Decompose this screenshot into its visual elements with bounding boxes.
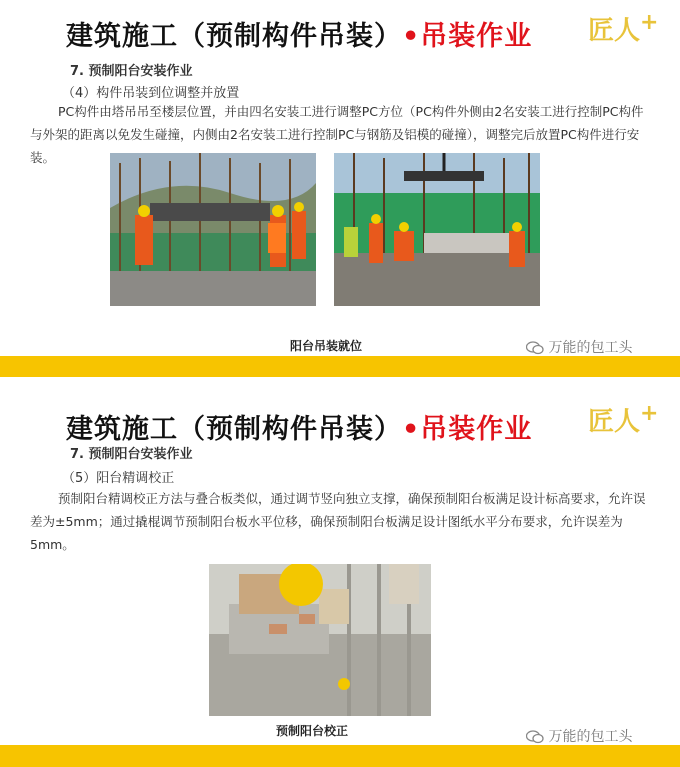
photo-balcony-adjustment: [209, 564, 431, 716]
watermark-text: 万能的包工头: [548, 729, 633, 745]
footer-bar: [0, 745, 680, 767]
body-paragraph: 预制阳台精调校正方法与叠合板类似，通过调节竖向独立支撑，确保预制阳台板满足设计标高要求，允许误差为±5mm；通过撬棍调节预制阳台板水平位移，确保预制阳台板满足设计图纸水平分布要求，允许误差为5mm。: [30, 491, 646, 552]
title-accent: •吊装作业: [402, 414, 533, 445]
brand-logo: [588, 10, 658, 47]
photo-caption: 阳台吊装就位: [290, 339, 363, 353]
section-heading: 7. 预制阳台安装作业: [70, 64, 193, 79]
logo-text: 匠人: [588, 16, 641, 46]
subsection-heading: （5）阳台精调校正: [62, 471, 175, 486]
photo-caption: 预制阳台校正: [276, 724, 349, 738]
logo-plus: +: [640, 10, 659, 35]
slide-title: [66, 407, 532, 446]
wechat-icon: [526, 730, 544, 744]
logo-text: 匠人: [588, 407, 641, 437]
slide-balcony-adjustment: [0, 383, 680, 767]
footer-bar: [0, 356, 680, 377]
wechat-icon: [526, 341, 544, 355]
title-main: 建筑施工（预制构件吊装）: [66, 21, 402, 52]
watermark: [526, 726, 632, 746]
photo-balcony-lifting-right: [334, 153, 540, 306]
subsection-heading: （4）构件吊装到位调整并放置: [62, 86, 240, 101]
watermark-text: 万能的包工头: [548, 340, 633, 356]
watermark: [526, 337, 632, 357]
slide-balcony-hoisting: [0, 0, 680, 383]
brand-logo: [588, 401, 658, 438]
title-accent: •吊装作业: [402, 21, 533, 52]
logo-plus: +: [640, 401, 659, 426]
photo-balcony-lifting-left: [110, 153, 316, 306]
title-main: 建筑施工（预制构件吊装）: [66, 414, 402, 445]
section-heading: 7. 预制阳台安装作业: [70, 447, 193, 462]
body-paragraph: PC构件由塔吊吊至楼层位置，并由四名安装工进行调整PC方位（PC构件外侧由2名安装工进行控制PC构件与外架的距离以免发生碰撞，内侧由2名安装工进行控制PC与钢筋及铝模的碰撞），调整完后放置PC构件进行安装。: [30, 104, 644, 165]
slide-title: [66, 14, 532, 53]
